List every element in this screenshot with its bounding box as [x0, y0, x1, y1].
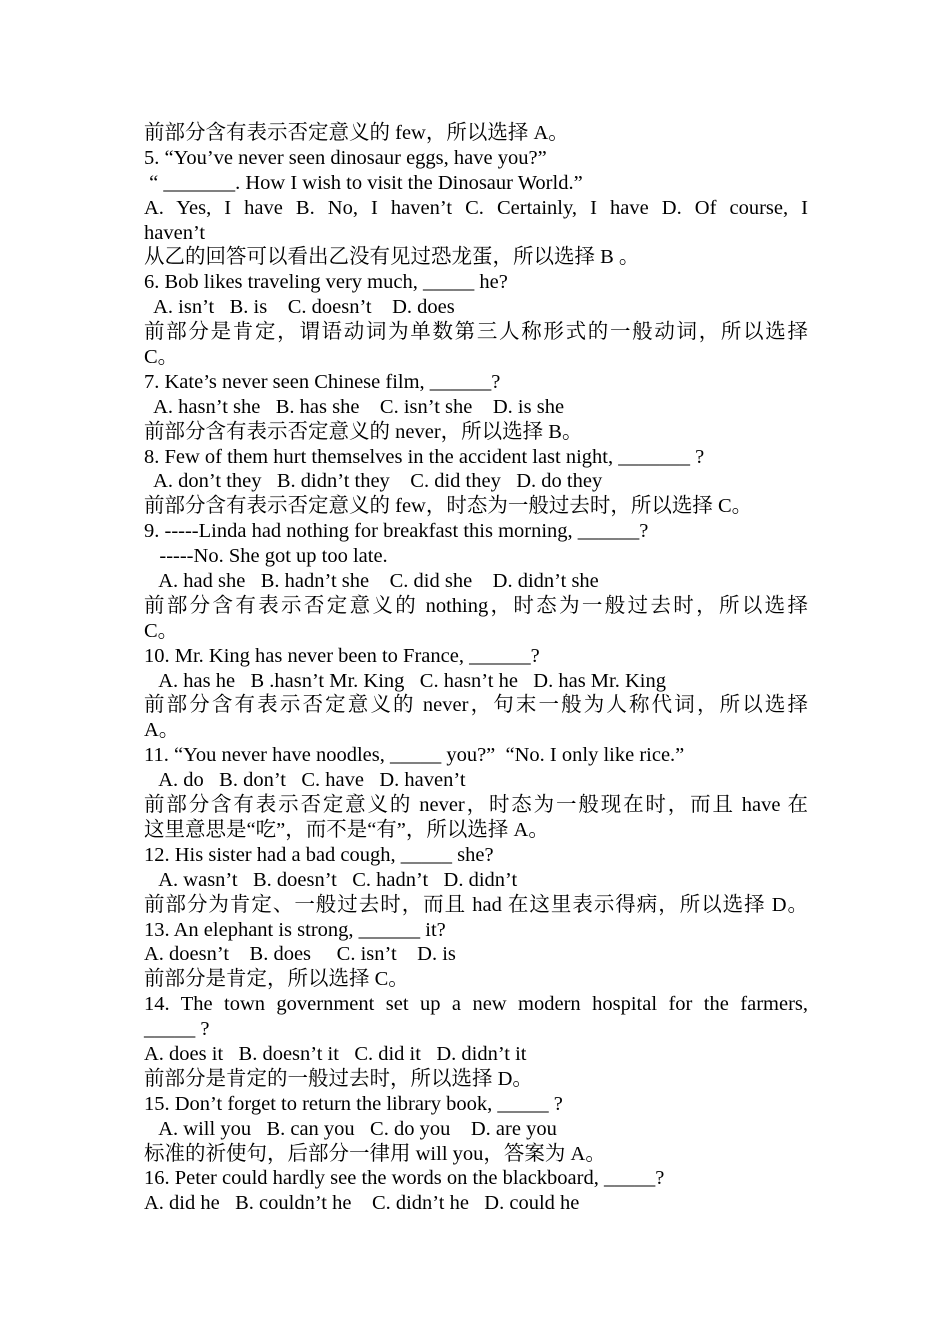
question-14: 14. The town government set up a new modern hospital for the farmers, [144, 993, 808, 1016]
question-13: 13. An elephant is strong, ______ it? [144, 918, 446, 941]
question-16: 16. Peter could hardly see the words on the blackboard, _____? [144, 1167, 665, 1190]
question-15: 15. Don’t forget to return the library book, _____ ? [144, 1092, 563, 1115]
explanation-line: 前部分含有表示否定意义的 nothing，时态为一般过去时，所以选择 [144, 594, 808, 617]
options-line: A. do B. don’t C. have D. haven’t [144, 769, 466, 792]
options-line: A. doesn’t B. does C. isn’t D. is [144, 943, 456, 966]
options-line: A. does it B. doesn’t it C. did it D. didn’t it [144, 1042, 527, 1065]
options-line: A. did he B. couldn’t he C. didn’t he D. could he [144, 1192, 580, 1215]
text-line: C。 [144, 619, 179, 642]
text-line: haven’t [144, 221, 206, 244]
text-line: -----No. She got up too late. [144, 545, 388, 568]
text-line: C。 [144, 346, 179, 369]
options-line: A. isn’t B. is C. doesn’t D. does [144, 296, 455, 319]
options-line: A. Yes, I have B. No, I haven’t C. Certainly, I have D. Of course, I [144, 196, 808, 219]
explanation-line: 前部分是肯定，所以选择 C。 [144, 968, 409, 991]
question-9: 9. -----Linda had nothing for breakfast this morning, ______? [144, 520, 649, 543]
explanation-line: 前部分含有表示否定意义的 never，所以选择 B。 [144, 420, 583, 443]
explanation-line: 前部分是肯定的一般过去时，所以选择 D。 [144, 1067, 533, 1090]
options-line: A. hasn’t she B. has she C. isn’t she D. is she [144, 395, 565, 418]
question-10: 10. Mr. King has never been to France, ______? [144, 644, 540, 667]
options-line: A. wasn’t B. doesn’t C. hadn’t D. didn’t [144, 868, 518, 891]
explanation-line: 前部分含有表示否定意义的 few，时态为一般过去时，所以选择 C。 [144, 495, 753, 518]
question-12: 12. His sister had a bad cough, _____ she? [144, 843, 494, 866]
question-8: 8. Few of them hurt themselves in the accident last night, _______ ? [144, 445, 705, 468]
explanation-line: 前部分为肯定、一般过去时，而且 had 在这里表示得病，所以选择 D。 [144, 893, 808, 916]
question-11: 11. “You never have noodles, _____ you?” “No. I only like rice.” [144, 744, 685, 767]
options-line: A. don’t they B. didn’t they C. did they D. do they [144, 470, 603, 493]
text-line: A。 [144, 719, 180, 742]
explanation-line: 前部分含有表示否定意义的 never，句末一般为人称代词，所以选择 [144, 694, 808, 717]
text-line: _____ ? [144, 1018, 210, 1041]
explanation-line: 前部分是肯定，谓语动词为单数第三人称形式的一般动词，所以选择 [144, 321, 808, 344]
text-line: 前部分含有表示否定意义的 few，所以选择 A。 [144, 122, 569, 144]
options-line: A. has he B .hasn’t Mr. King C. hasn’t he D. has Mr. King [144, 669, 666, 692]
options-line: A. had she B. hadn’t she C. did she D. didn’t she [144, 570, 599, 593]
text-line: “ _______. How I wish to visit the Dinosaur World.” [144, 171, 583, 194]
explanation-line: 前部分含有表示否定意义的 never，时态为一般现在时，而且 have 在 [144, 794, 808, 817]
document-body [144, 121, 808, 1216]
question-6: 6. Bob likes traveling very much, _____ he? [144, 271, 508, 294]
options-line: A. will you B. can you C. do you D. are you [144, 1117, 557, 1140]
question-5: 5. “You’ve never seen dinosaur eggs, have you?” [144, 146, 547, 169]
explanation-line: 标准的祈使句，后部分一律用 will you，答案为 A。 [144, 1142, 606, 1165]
text-line: 这里意思是“吃”，而不是“有”，所以选择 A。 [144, 818, 549, 841]
question-7: 7. Kate’s never seen Chinese film, ______? [144, 370, 501, 393]
explanation-line: 从乙的回答可以看出乙没有见过恐龙蛋，所以选择 B 。 [144, 246, 640, 269]
